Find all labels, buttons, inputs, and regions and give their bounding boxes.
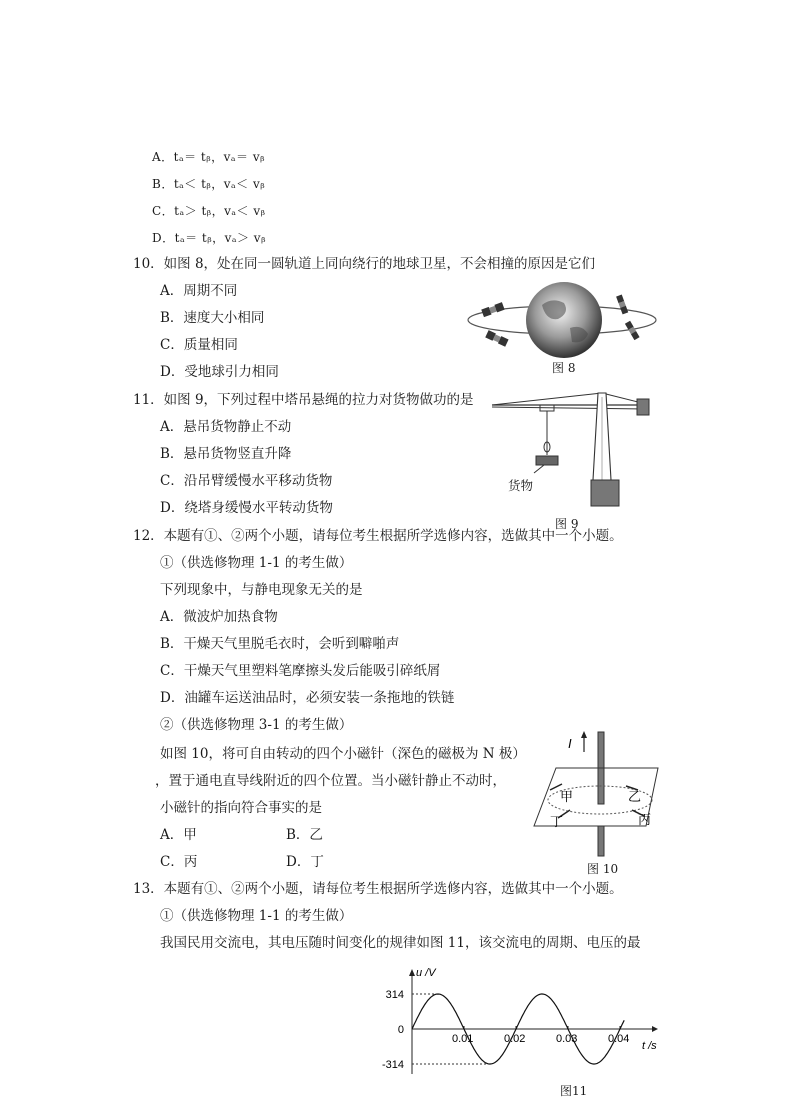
q9-option-c: C．tₐ＞ tᵦ，vₐ＜ vᵦ [152,204,266,218]
figure-11-ac-voltage-chart [360,962,670,1080]
cargo-box [536,456,558,465]
figure-10-caption: 图 10 [587,862,619,876]
x-tick-label: 0.01 [452,1033,474,1045]
q10-stem: 10．如图 8，处在同一圆轨道上同向绕行的地球卫星，不会相撞的原因是它们 [133,256,596,272]
figure-8-caption: 图 8 [552,361,576,375]
label-ding: 丁 [550,814,564,829]
q12-part2-option-b: B．乙 [286,827,323,843]
x-tick-label: 0.04 [608,1033,630,1045]
q13-part1-title: ①（供选修物理 1-1 的考生做） [160,908,353,924]
q11-option-c: C．沿吊臂缓慢水平移动货物 [160,473,333,489]
q11-option-b: B．悬吊货物竖直升降 [160,446,292,462]
q12-part2-option-a: A．甲 [160,827,197,843]
cargo-label: 货物 [508,478,534,493]
figure-9-caption: 图 9 [555,517,579,531]
x-axis-arrow [652,1026,658,1032]
q10-option-a: A．周期不同 [160,283,238,299]
q10-option-d: D．受地球引力相同 [160,364,279,380]
satellite-icon [485,330,508,347]
satellite-icon [481,302,504,317]
q12-part1-option-d: D．油罐车运送油品时，必须安装一条拖地的铁链 [160,690,455,706]
q12-part2-stem-line2: ，置于通电直导线附近的四个位置。当小磁针静止不动时， [155,773,506,789]
q12-part2-stem-line1: 如图 10，将可自由转动的四个小磁针（深色的磁极为 N 极） [160,746,526,762]
figure-8-earth-satellites [462,280,662,360]
q12-part2-title: ②（供选修物理 3-1 的考生做） [160,717,353,733]
label-yi: 乙 [628,789,642,804]
q12-part2-option-d: D．丁 [286,854,324,870]
q9-option-d: D．tₐ＝ tᵦ，vₐ＞ vᵦ [152,231,266,245]
q12-part2-option-c: C．丙 [160,854,198,870]
label-jia: 甲 [560,789,574,804]
q12-part2-stem-line3: 小磁针的指向符合事实的是 [160,800,322,816]
q11-option-a: A．悬吊货物静止不动 [160,419,292,435]
y-tick-label: -314 [381,1059,404,1071]
q12-stem: 12．本题有①、②两个小题，请每位考生根据所学选修内容，选做其中一个小题。 [133,528,623,544]
q12-part1-option-a: A．微波炉加热食物 [160,609,278,625]
q10-option-c: C．质量相同 [160,337,238,353]
q13-stem: 13．本题有①、②两个小题，请每位考生根据所学选修内容，选做其中一个小题。 [133,881,623,897]
figure-10-wire-magnets [528,728,668,858]
figure-11-caption: 图11 [560,1084,588,1098]
q12-part1-option-c: C．干燥天气里塑料笔摩擦头发后能吸引碎纸屑 [160,663,441,679]
x-tick-label: 0.02 [504,1033,526,1045]
q9-option-b: B．tₐ＜ tᵦ，vₐ＜ vᵦ [152,177,266,191]
q11-option-d: D．绕塔身缓慢水平转动货物 [160,500,333,516]
y-tick-label: 0 [397,1024,404,1036]
q9-option-a: A．tₐ＝ tᵦ，vₐ＝ vᵦ [152,150,265,164]
satellite-icon [616,295,628,315]
q13-part1-stem: 我国民用交流电，其电压随时间变化的规律如图 11，该交流电的周期、电压的最 [160,935,641,951]
q10-option-b: B．速度大小相同 [160,310,265,326]
q12-part1-option-b: B．干燥天气里脱毛衣时，会听到噼啪声 [160,636,400,652]
y-axis-arrow [409,969,415,976]
figure-9-tower-crane [490,385,660,515]
current-label: I [568,736,572,751]
y-axis-label: u /V [416,967,436,979]
q12-part1-stem: 下列现象中，与静电现象无关的是 [160,582,363,598]
q11-stem: 11．如图 9，下列过程中塔吊悬绳的拉力对货物做功的是 [133,392,474,408]
y-tick-label: 314 [385,989,404,1001]
label-bing: 丙 [638,812,652,827]
q12-part1-title: ①（供选修物理 1-1 的考生做） [160,555,353,571]
x-axis-label: t /s [642,1040,657,1052]
earth-globe [526,282,602,358]
x-tick-label: 0.03 [556,1033,578,1045]
